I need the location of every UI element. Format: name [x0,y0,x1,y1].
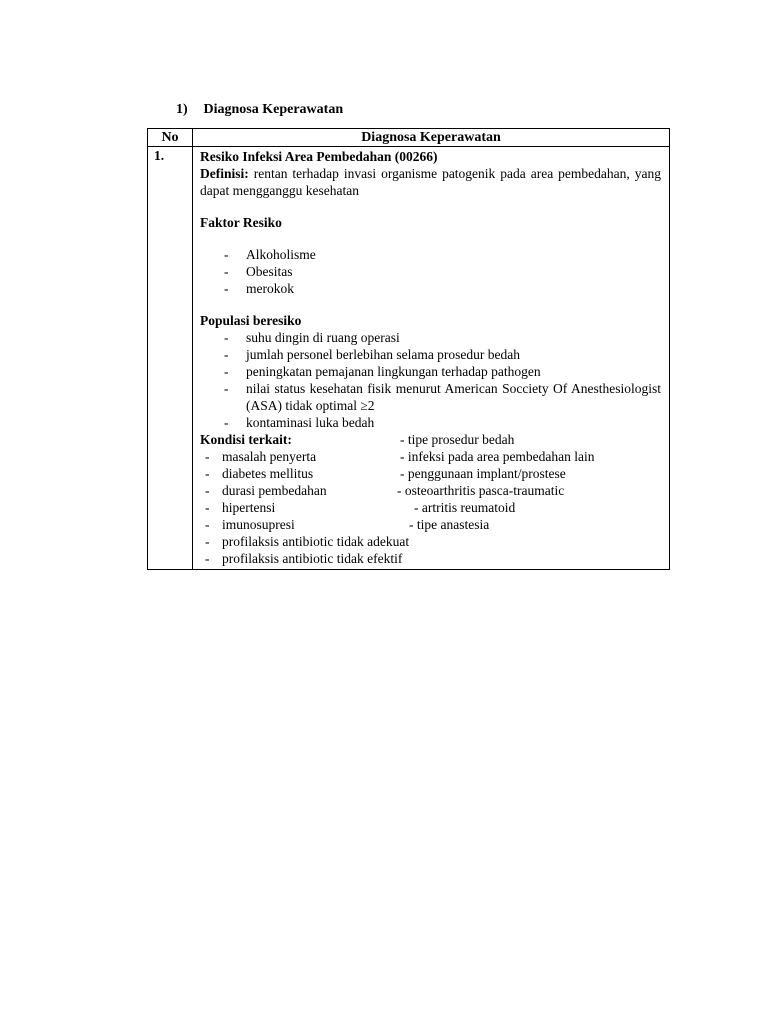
table-header-row [148,129,670,147]
section-heading [176,102,343,118]
list-item: - nilai status kesehatan fisik menurut American Socciety Of Anesthesiologist (ASA) tidak optimal ≥2 [224,381,661,413]
definition-label: Definisi: [200,166,249,181]
diagnosis-title: Resiko Infeksi Area Pembedahan (00266) [200,149,438,164]
kondisi-heading: Kondisi terkait: [200,432,292,447]
header-no: No [148,129,193,147]
kondisi-row: - profilaksis antibiotic tidak efektif [205,551,403,566]
kondisi-row: - hipertensi - artritis reumatoid [205,500,516,515]
list-item: - Alkoholisme [224,247,316,262]
kondisi-right-item: - tipe prosedur bedah [400,432,515,447]
kondisi-row: - masalah penyerta - infeksi pada area pembedahan lain [205,449,595,464]
diagnosis-content [193,147,670,570]
heading-title: Diagnosa Keperawatan [203,102,344,117]
kondisi-row: - profilaksis antibiotic tidak adekuat [205,534,410,549]
list-item: - peningkatan pemajanan lingkungan terhadap pathogen [224,364,541,379]
list-item: - merokok [224,281,294,296]
header-diagnosa: Diagnosa Keperawatan [193,129,670,147]
diagnosis-table [147,128,670,570]
list-item: - Obesitas [224,264,293,279]
list-item: - jumlah personel berlebihan selama prosedur bedah [224,347,521,362]
table-row [148,147,670,570]
kondisi-row [200,431,661,448]
kondisi-row: - durasi pembedahan - osteoarthritis pasca-traumatic [205,483,565,498]
kondisi-row: - diabetes mellitus - penggunaan implant/prostese [205,466,566,481]
list-item: - kontaminasi luka bedah [224,415,375,430]
populasi-heading: Populasi beresiko [200,313,302,328]
kondisi-row: - imunosupresi - tipe anastesia [205,517,490,532]
definition-text: rentan terhadap invasi organisme patogenik pada area pembedahan, yang dapat mengganggu kesehatan [200,166,661,198]
list-item: - suhu dingin di ruang operasi [224,330,400,345]
faktor-resiko-heading: Faktor Resiko [200,215,282,230]
definition-paragraph [200,165,661,199]
heading-number: 1) [176,102,188,117]
row-number: 1. [148,147,193,570]
